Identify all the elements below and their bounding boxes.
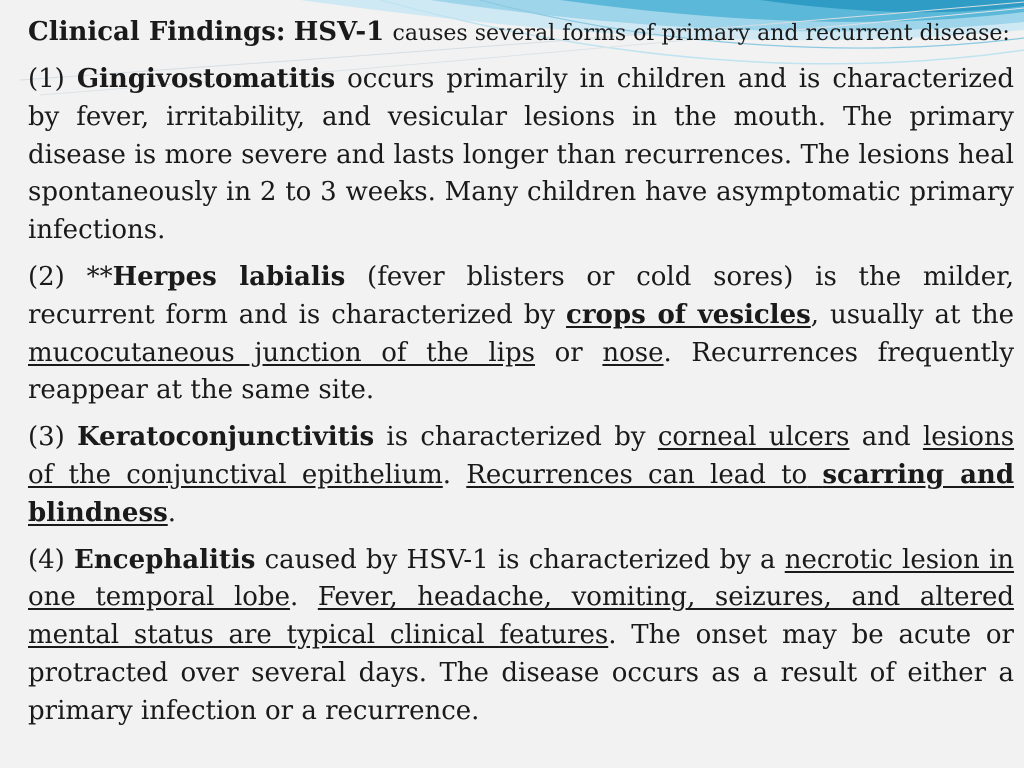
item-term: Herpes labialis <box>112 261 346 292</box>
item-text: caused by HSV-1 is characterized by a <box>264 544 776 575</box>
item-number: (4) <box>28 544 65 575</box>
item-text: or <box>554 337 583 368</box>
underlined-emphasis: scarring and blindness <box>28 459 1015 528</box>
underlined-phrase: necrotic lesion in one temporal lobe <box>28 544 1015 613</box>
slide-content <box>28 14 1014 731</box>
underlined-phrase: nose <box>602 337 664 368</box>
item-text: is characterized by <box>386 422 646 453</box>
section-heading: Clinical Findings: <box>28 17 286 47</box>
underlined-phrase: lesions of the conjunctival epithelium <box>28 422 1015 490</box>
finding-gingivostomatitis <box>28 61 1014 250</box>
item-number: (2) ** <box>28 261 113 292</box>
virus-name: HSV-1 <box>293 17 385 47</box>
item-text: (fever blisters or cold sores) is the milder, recurrent form and is characterized by <box>28 261 1015 330</box>
item-term: Keratoconjunctivitis <box>77 422 375 453</box>
intro-paragraph <box>28 14 1014 52</box>
underlined-phrase: Recurrences can lead to <box>466 459 808 490</box>
finding-herpes-labialis <box>28 259 1014 410</box>
item-text: . Recurrences frequently reappear at the same site. <box>28 337 1015 406</box>
item-text: . <box>167 497 177 528</box>
item-text: . <box>289 582 299 613</box>
underlined-phrase: Fever, headache, vomiting, seizures, and altered mental status are typical clinical features <box>28 582 1014 651</box>
finding-keratoconjunctivitis <box>28 419 1014 532</box>
underlined-phrase: corneal ulcers <box>657 422 850 453</box>
item-number: (1) <box>28 64 65 94</box>
item-term: Gingivostomatitis <box>76 64 336 94</box>
item-text: , usually at the <box>810 299 1015 330</box>
item-term: Encephalitis <box>74 544 256 575</box>
item-number: (3) <box>28 422 65 453</box>
finding-encephalitis <box>28 542 1014 731</box>
item-text: . The onset may be acute or protracted over several days. The disease occurs as a result of either a primary infection or a recurrence. <box>28 620 1014 726</box>
item-text: and <box>861 422 911 453</box>
item-text: . <box>442 459 452 490</box>
underlined-emphasis: crops of vesicles <box>566 299 811 330</box>
underlined-phrase: mucocutaneous junction of the lips <box>28 337 536 368</box>
intro-text: causes several forms of primary and recurrent disease: <box>392 21 1010 46</box>
item-text: occurs primarily in children and is characterized by fever, irritability, and vesicular lesions in the mouth. The primary disease is more severe and lasts longer than recurrences. The lesions heal spontaneously in 2 to 3 weeks. Many children have asymptomatic primary infections. <box>28 64 1015 246</box>
